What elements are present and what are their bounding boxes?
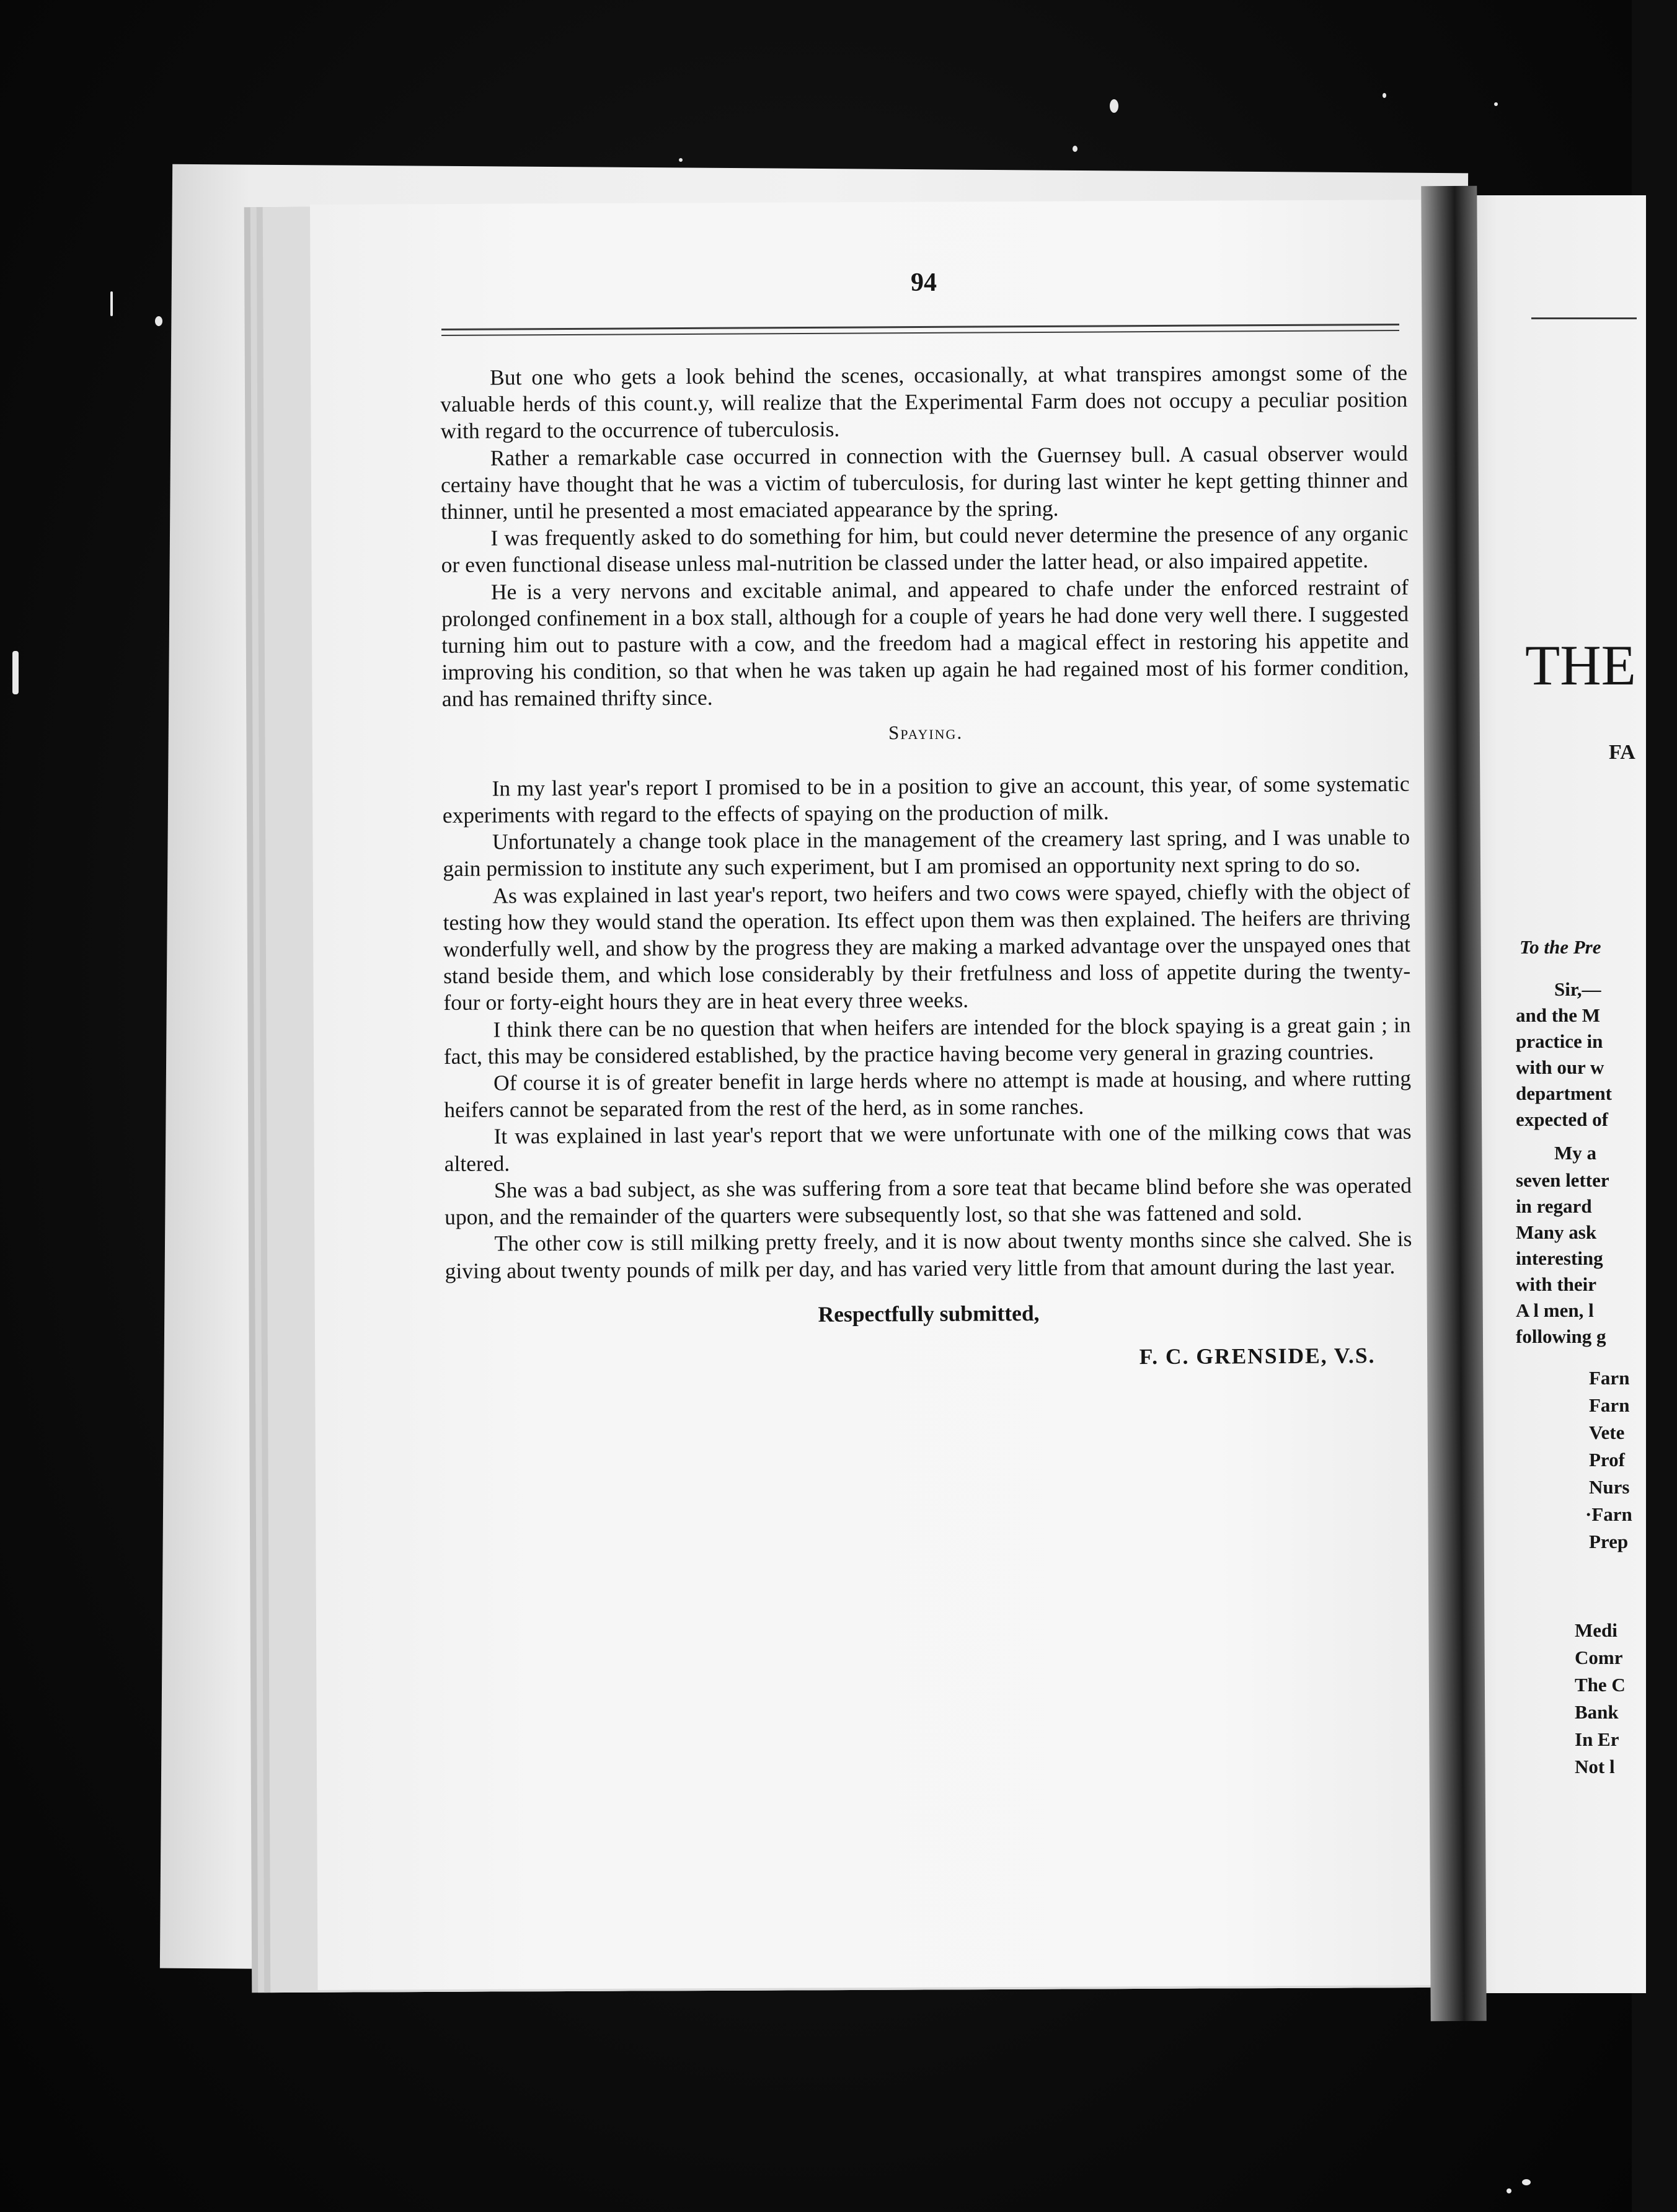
- background-speck: [1073, 146, 1077, 152]
- right-line: A l men, l: [1516, 1299, 1594, 1321]
- right-list-item: Bank: [1575, 1701, 1619, 1723]
- section-heading: Spaying.: [888, 721, 963, 743]
- right-line: To the Pre: [1520, 936, 1601, 958]
- right-list-item: Vete: [1589, 1422, 1625, 1443]
- right-list-item: Nurs: [1589, 1476, 1630, 1498]
- paragraph: I was frequently asked to do something for him, but could never determine the presence of any organic or even functional disease unless mal-nutrition be classed under the latter head, or also impaired appetite.: [441, 521, 1409, 578]
- background-speck: [1110, 99, 1118, 113]
- paragraph: In my last year's report I promised to be in a position to give an account, this year, of some systematic experiments with regard to the effects of spaying on the production of milk.: [442, 771, 1410, 828]
- background-speck: [110, 291, 113, 316]
- body-text: [440, 360, 1413, 1374]
- signature: F. C. GRENSIDE, V.S.: [1139, 1343, 1376, 1369]
- right-line: and the M: [1516, 1004, 1601, 1026]
- background-speck: [1494, 102, 1498, 106]
- paragraph: Of course it is of greater benefit in large herds where no attempt is made at housing, and where rutting heifers cannot be separated from the rest of the herd, as in some ranches.: [444, 1065, 1412, 1123]
- right-line: Sir,—: [1554, 978, 1601, 1000]
- right-line: interesting: [1516, 1247, 1603, 1269]
- right-line: following g: [1516, 1325, 1606, 1347]
- right-line: Many ask: [1516, 1221, 1597, 1243]
- right-line: practice in: [1516, 1030, 1603, 1052]
- background-speck: [1507, 2188, 1511, 2193]
- right-list-item: Not l: [1575, 1756, 1615, 1777]
- right-line: department: [1516, 1082, 1612, 1104]
- right-page-text: [1516, 0, 1677, 2212]
- background-speck: [155, 316, 162, 326]
- right-list-item: The C: [1575, 1674, 1626, 1696]
- paragraph: As was explained in last year's report, two heifers and two cows were spayed, chiefly with the object of testing how they would stand the operation. Its effect upon them was then explained. The heifers are thriving wonderfully well, and show by the progress they are making a marked advantage over the unspayed ones that stand beside them, and which lose considerably by their fretfulness and loss of appetite during the twenty-four or forty-eight hours they are in heat every three weeks.: [443, 878, 1411, 1015]
- right-list-item: In Er: [1575, 1728, 1619, 1750]
- right-list-item: Farn: [1589, 1394, 1630, 1416]
- paragraph: Unfortunately a change took place in the management of the creamery last spring, and I was unable to gain permission to institute any such experiment, but I am promised an opportunity next spring to do so.: [443, 825, 1410, 882]
- paragraph: She was a bad subject, as she was suffering from a sore teat that became blind before she was operated upon, and the remainder of the quarters were subsequently lost, so that she was fattened and sold.: [445, 1172, 1412, 1230]
- paragraph: Rather a remarkable case occurred in connection with the Guernsey bull. A casual observer would certainy have thought that he was a victim of tuberculosis, for during last winter he kept getting thinner and thinner, until he presented a most emaciated appearance by the spring.: [440, 440, 1409, 524]
- page-number: 94: [911, 268, 937, 297]
- right-list-item: Comr: [1575, 1647, 1623, 1668]
- right-list-item: Farn: [1589, 1367, 1630, 1389]
- background-speck: [12, 651, 19, 694]
- right-line: with our w: [1516, 1056, 1604, 1078]
- right-subtitle: FA: [1609, 741, 1635, 764]
- right-list-item: ·Farn: [1585, 1503, 1632, 1525]
- paragraph: But one who gets a look behind the scenes, occasionally, at what transpires amongst some of the valuable herds of this count.y, will realize that the Experimental Farm does not occupy a peculiar position with regard to the occurrence of tuberculosis.: [440, 360, 1408, 444]
- right-list-item: Medi: [1575, 1619, 1617, 1641]
- background-speck: [679, 158, 683, 162]
- paragraph: It was explained in last year's report that we were unfortunate with one of the milking cows that was altered.: [444, 1119, 1412, 1176]
- right-line: in regard: [1516, 1195, 1592, 1217]
- right-list-item: Prep: [1589, 1531, 1629, 1552]
- right-line: with their: [1516, 1273, 1597, 1295]
- paragraph: I think there can be no question that when heifers are intended for the block spaying is a great gain ; in fact, this may be considered established, by the practice having become very general in grazing countries.: [443, 1012, 1411, 1069]
- paragraph: The other cow is still milking pretty freely, and it is now about twenty months since she calved. She is giving about twenty pounds of milk per day, and has varied very little from that amount during the last year.: [445, 1226, 1412, 1283]
- book-gutter: [1421, 186, 1486, 2021]
- right-list-item: Prof: [1589, 1449, 1625, 1471]
- right-title: THE: [1525, 634, 1636, 697]
- background-speck: [1383, 93, 1386, 98]
- closing-line: Respectfully submitted,: [818, 1300, 1040, 1327]
- right-line: My a: [1554, 1142, 1597, 1164]
- right-line: expected of: [1516, 1108, 1608, 1130]
- paragraph: He is a very nervons and excitable animal, and appeared to chafe under the enforced restraint of prolonged confinement in a box stall, although for a couple of years he had done very well there. I suggested turning him out to pasture with a cow, and the freedom had a magical effect in restoring his appetite and improving his condition, so that when he was taken up again he had regained most of his former condition, and has remained thrifty since.: [441, 574, 1409, 712]
- right-line: seven letter: [1516, 1169, 1609, 1191]
